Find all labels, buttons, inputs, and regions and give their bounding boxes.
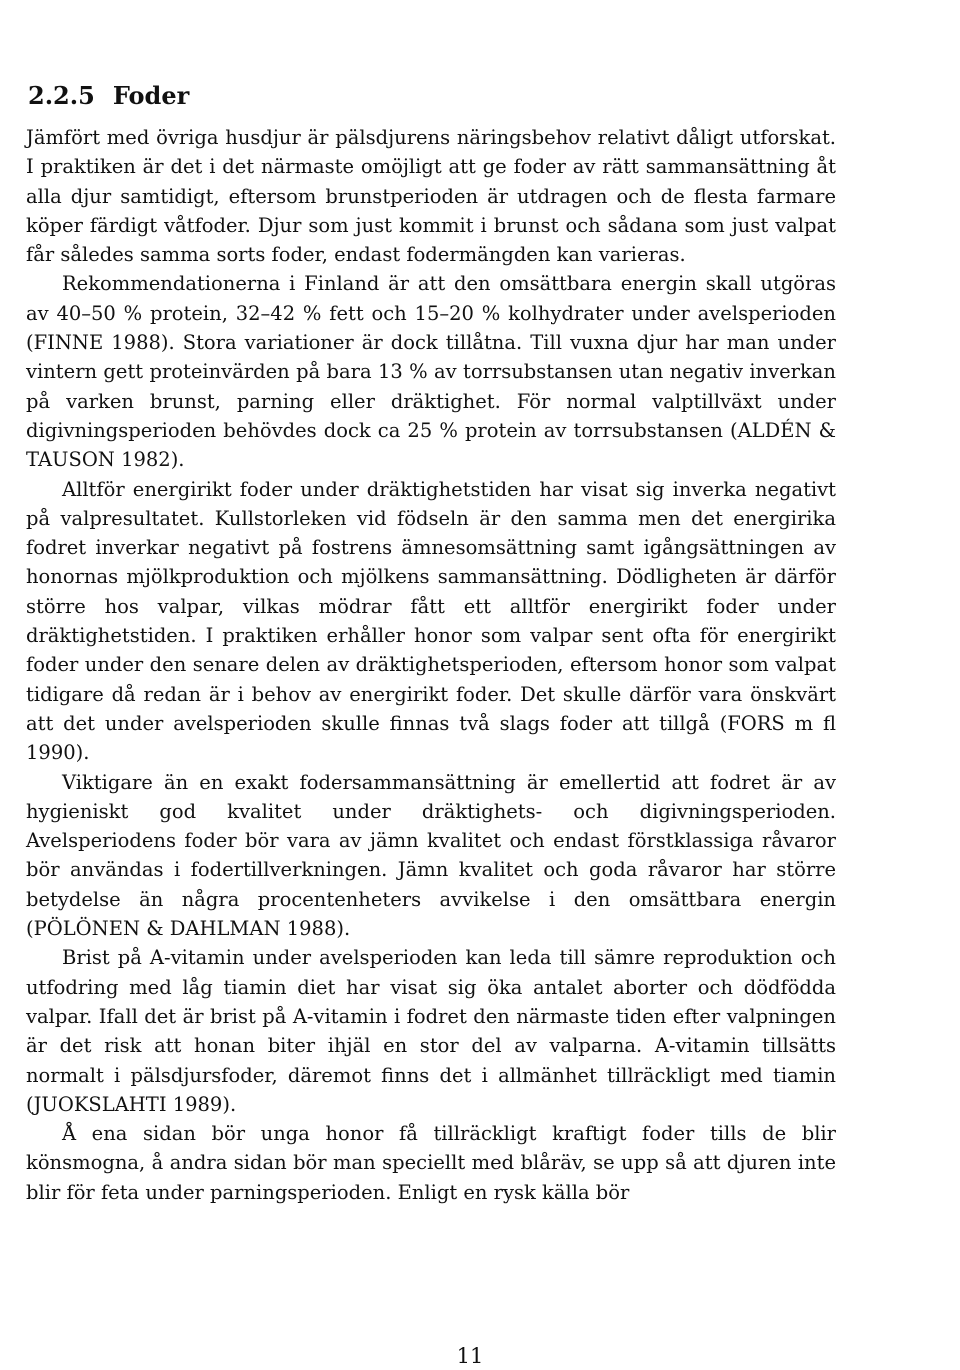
section-heading: [28, 80, 189, 112]
paragraph: Å ena sidan bör unga honor få tillräckligt kraftigt foder tills de blir könsmogna, å andra sidan bör man speciellt med blåräv, se upp så att djuren inte blir för feta under parningsperioden. Enligt en rysk källa bör: [26, 1122, 836, 1204]
section-title: Foder: [112, 81, 190, 110]
paragraph: Rekommendationerna i Finland är att den omsättbara energin skall utgöras av 40–50 % protein, 32–42 % fett och 15–20 % kolhydrater under avelsperioden (FINNE 1988). Stora variationer är dock tillåtna. Till vuxna djur har man under vintern gett proteinvärden på bara 13 % av torrsubstansen utan negativ inverkan på varken brunst, parning eller dräktighet. För normal valptillväxt under digivningsperioden behövdes dock ca 25 % protein av torrsubstansen (ALDÉN & TAUSON 1982).: [26, 272, 836, 472]
paragraph: Viktigare än en exakt fodersammansättning är emellertid att fodret är av hygieniskt god kvalitet under dräktighets- och digivningsperioden. Avelsperiodens foder bör vara av jämn kvalitet och endast förstklassiga råvaror bör användas i fodertillverkningen. Jämn kvalitet och goda råvaror har större betydelse än några procentenheters avvikelse i den omsättbara energin (PÖLÖNEN & DAHLMAN 1988).: [26, 770, 836, 941]
section-number: 2.2.5: [28, 81, 95, 110]
body-text: [26, 123, 836, 1207]
paragraph: Jämfört med övriga husdjur är pälsdjurens näringsbehov relativt dåligt utforskat. I praktiken är det i det närmaste omöjligt att ge foder av rätt sammansättning åt alla djur samtidigt, eftersom brunstperioden är utdragen och de flesta farmare köper färdigt våtfoder. Djur som just kommit i brunst och sådana som just valpat får således samma sorts foder, endast fodermängden kan varieras.: [26, 126, 836, 267]
page-number: 11: [456, 1344, 484, 1368]
paragraph: Brist på A-vitamin under avelsperioden kan leda till sämre reproduktion och utfodring med låg tiamin diet har visat sig öka antalet aborter och dödfödda valpar. Ifall det är brist på A-vitamin i fodret den närmaste tiden efter valpningen är det risk att honan biter ihjäl en stor del av valparna. A-vitamin tillsätts normalt i pälsdjursfoder, däremot finns det i allmänhet tillräckligt med tiamin (JUOKSLAHTI 1989).: [26, 946, 836, 1116]
paragraph: Alltför energirikt foder under dräktighetstiden har visat sig inverka negativt på valpresultatet. Kullstorleken vid födseln är den samma men det energirika fodret inverkar negativt på fostrens ämnesomsättning samt igångsättningen av honornas mjölkproduktion och mjölkens sammansättning. Dödligheten är därför större hos valpar, vilkas mödrar fått ett alltför energirikt foder under dräktighetstiden. I praktiken erhåller honor som valpar sent ofta för energirikt foder under den senare delen av dräktighetsperioden, eftersom honor som valpat tidigare då redan är i behov av energirikt foder. Det skulle därför vara önskvärt att det under avelsperioden skulle finnas två slags foder att tillgå (FORS m fl 1990).: [26, 477, 836, 765]
